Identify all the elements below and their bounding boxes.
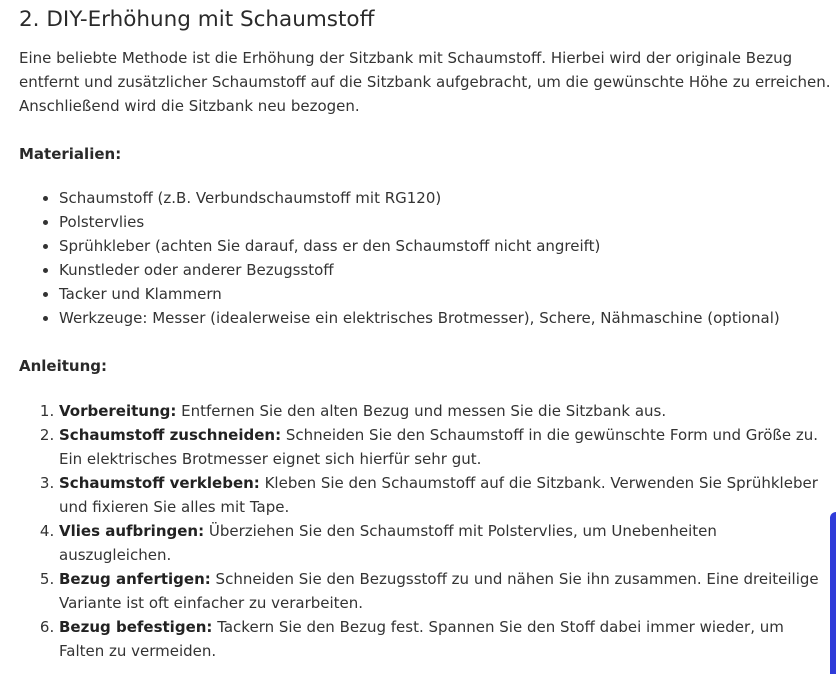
step-label: Bezug befestigen:: [59, 618, 213, 636]
instruction-step: [59, 567, 831, 615]
materials-item: • Polstervlies: [59, 210, 831, 234]
step-label: Vlies aufbringen:: [59, 522, 205, 540]
step-text: Schneiden Sie den Schaumstoff in die gewünschte Form und Größe zu. Ein elektrisches Brotmesser eignet sich hierfür sehr gut.: [59, 426, 819, 468]
instructions-list: [19, 399, 831, 663]
instruction-step: [59, 471, 831, 519]
materials-list: [19, 186, 831, 330]
materials-item: • Sprühkleber (achten Sie darauf, dass er den Schaumstoff nicht angreift): [59, 234, 831, 258]
instruction-step: [59, 615, 831, 663]
materials-item: • Tacker und Klammern: [59, 282, 831, 306]
instruction-step: [59, 519, 831, 567]
step-label: Schaumstoff zuschneiden:: [59, 426, 282, 444]
instructions-title: Anleitung:: [19, 357, 108, 375]
step-text: Überziehen Sie den Schaumstoff mit Polstervlies, um Unebenheiten auszugleichen.: [59, 522, 717, 564]
materials-item: • Werkzeuge: Messer (idealerweise ein elektrisches Brotmesser), Schere, Nähmaschine (optional): [59, 306, 831, 330]
chat-widget-edge[interactable]: [830, 512, 836, 674]
materials-item: • Kunstleder oder anderer Bezugsstoff: [59, 258, 831, 282]
article-content: [19, 0, 831, 663]
section-heading: 2. DIY-Erhöhung mit Schaumstoff: [19, 7, 375, 32]
materials-title: Materialien:: [19, 145, 122, 163]
step-text: Kleben Sie den Schaumstoff auf die Sitzbank. Verwenden Sie Sprühkleber und fixieren Sie alles mit Tape.: [59, 474, 818, 516]
step-label: Vorbereitung:: [59, 402, 177, 420]
materials-item: • Schaumstoff (z.B. Verbundschaumstoff mit RG120): [59, 186, 831, 210]
step-label: Schaumstoff verkleben:: [59, 474, 260, 492]
intro-paragraph: Eine beliebte Methode ist die Erhöhung der Sitzbank mit Schaumstoff. Hierbei wird der originale Bezug entfernt und zusätzlicher Schaumstoff auf die Sitzbank aufgebracht, um die gewünschte Höhe zu erreichen. Anschließend wird die Sitzbank neu bezogen.: [19, 49, 831, 115]
step-text: Schneiden Sie den Bezugsstoff zu und nähen Sie ihn zusammen. Eine dreiteilige Variante ist oft einfacher zu verarbeiten.: [59, 570, 819, 612]
instruction-step: [59, 399, 831, 423]
step-label: Bezug anfertigen:: [59, 570, 211, 588]
step-text: Entfernen Sie den alten Bezug und messen Sie die Sitzbank aus.: [176, 402, 667, 420]
step-text: Tackern Sie den Bezug fest. Spannen Sie den Stoff dabei immer wieder, um Falten zu vermeiden.: [59, 618, 784, 660]
instruction-step: [59, 423, 831, 471]
